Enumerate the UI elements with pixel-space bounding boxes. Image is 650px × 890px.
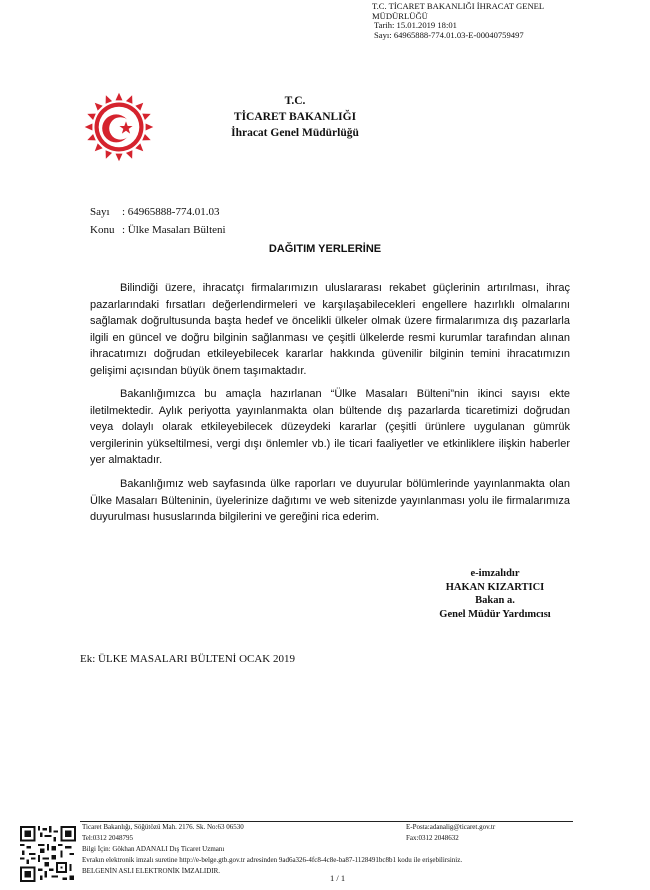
paragraph-text: Bakanlığımızca bu amaçla hazırlanan “Ülke Masaları Bülteni”nin ikinci sayısı ekte iletilmektedir. Aylık periyotta yayınlanmakta olan bültende dış pazarlarda ticaretimizi doğrudan veya dolaylı olarak etkileyebilecek düzeydeki kararlar (çeşitli ürünlere uygulanan gümrük vergilerinin yükseltilmesi, vergi dışı önlemler vb.) ile ticari faaliyetler ve etkinliklere ilişkin haberler yer almaktadır.	[90, 388, 570, 467]
addressee-title: DAĞITIM YERLERİNE	[268, 243, 382, 255]
footer-fax: Fax:0312 2048632	[406, 834, 459, 842]
body-paragraph-1	[90, 280, 570, 380]
footer-divider	[80, 821, 573, 822]
header-ministry: TİCARET BAKANLIĞI	[233, 111, 357, 123]
header-directorate: İhracat Genel Müdürlüğü	[231, 127, 359, 139]
body-paragraph-3	[90, 476, 570, 526]
konu-value: : Ülke Masaları Bülteni	[122, 224, 226, 236]
stamp-institution-cont: MÜDÜRLÜĞÜ	[372, 10, 428, 21]
konu-label: Konu	[90, 224, 115, 236]
page-number: 1 / 1	[330, 873, 346, 883]
document-stamp	[372, 2, 612, 40]
stamp-institution: T.C. TİCARET BAKANLIĞI İHRACAT GENEL	[372, 1, 545, 11]
footer-tel: Tel:0312 2048795	[82, 834, 134, 842]
attachment-line: Ek: ÜLKE MASALARI BÜLTENİ OCAK 2019	[80, 653, 296, 665]
paragraph-text: Bakanlığımız web sayfasında ülke raporları ve duyurular bölümlerinde yayınlanmakta olan Ülke Masaları Bülteninin, üyelerinize dağıtımı ve web sitenizde yayınlanması yolu ile firmalarımıza duyurulması hususlarında bilgilerini ve gereğini rica ederim.	[90, 478, 570, 524]
signer-on-behalf: Bakan a.	[475, 595, 515, 606]
signer-position: Genel Müdür Yardımcısı	[439, 608, 551, 620]
signature-block	[400, 567, 590, 621]
footer-contact: Bilgi İçin: Gökhan ADANALI Dış Ticaret Uzmanı	[82, 845, 225, 853]
signature-status: e-imzalıdır	[470, 568, 520, 579]
stamp-number: Sayı: 64965888-774.01.03-E-00040759497	[374, 29, 524, 40]
footer-original-note: BELGENİN ASLI ELEKTRONİK İMZALIDIR.	[82, 867, 221, 875]
footer-verification: Evrakın elektronik imzalı suretine http://e-belge.gtb.gov.tr adresinden 9ad6a326-4fc8-4c8e-ba87-1128491bc8b1 kodu ile erişebilirsiniz.	[82, 856, 463, 864]
footer-email: E-Posta:adanalig@ticaret.gov.tr	[406, 823, 496, 831]
qr-code	[20, 826, 76, 882]
sayi-value: : 64965888-774.01.03	[122, 206, 220, 218]
konu-line	[90, 224, 226, 236]
letterhead	[220, 93, 370, 141]
header-tc: T.C.	[284, 95, 306, 107]
stamp-date: Tarih: 15.01.2019 18:01	[374, 20, 457, 31]
footer-address: Ticaret Bakanlığı, Söğütözü Mah. 2176. Sk. No:63 06530	[82, 823, 244, 831]
body-paragraph-2	[90, 386, 570, 469]
ministry-logo	[84, 92, 154, 162]
paragraph-text: Bilindiği üzere, ihracatçı firmalarımızın uluslararası rekabet güçlerinin artırılması, ihraç pazarlarındaki fırsatları değerlendirmeleri ve karşılaşabilecekleri engellere hazırlıklı olmalarını sağlamak doğrultusunda başta hedef ve öncelikli ülkeler olmak üzere firmalarımıza dış pazarlarla ilgili en güncel ve doğru bilginin sağlanması ve çeşitli ülkelerde resmi kurumlar tarafından alınan ihracatımızı doğrudan etkileyebilecek kararlar hakkında güvenilir bilginin temini ihracatımızın gelişimi açısından büyük önem taşımaktadır.	[90, 282, 570, 377]
sayi-label: Sayı	[90, 206, 110, 218]
signer-name: HAKAN KIZARTICI	[445, 581, 545, 593]
sayi-line	[90, 206, 219, 218]
